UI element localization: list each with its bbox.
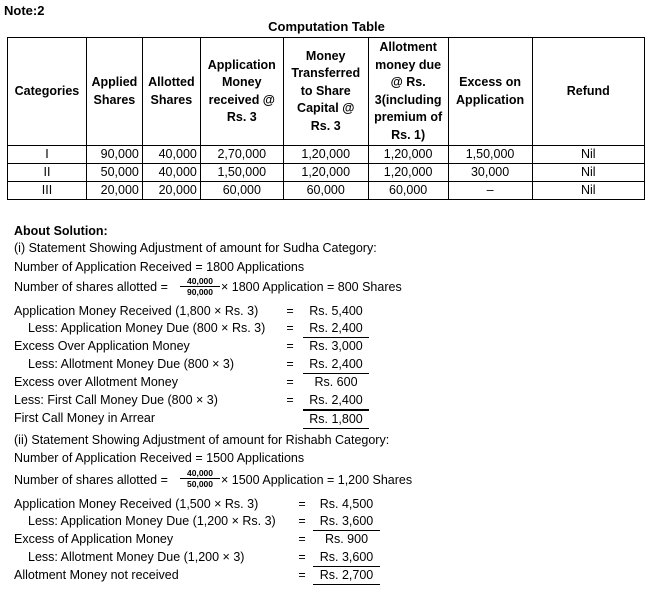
computation-table: [7, 37, 645, 200]
sudha-row-amount: Rs. 2,400: [303, 392, 369, 410]
table-cell: 90,000: [86, 146, 142, 164]
sudha-row-amount: Rs. 600: [314, 375, 358, 389]
note-label: Note:2: [4, 3, 45, 18]
table-cell: 40,000: [142, 164, 200, 182]
rishabh-applications: Number of Application Received = 1500 Applications: [14, 451, 305, 465]
table-cell: –: [448, 182, 532, 200]
table-cell: Nil: [532, 164, 644, 182]
rishabh-row-amount: Rs. 2,700: [313, 567, 380, 585]
header-categories: Categories: [8, 38, 87, 146]
table-title: Computation Table: [268, 19, 385, 34]
table-cell: Nil: [532, 146, 644, 164]
sudha-allot-prefix: Number of shares allotted =: [14, 280, 168, 294]
header-excess: Excess on Application: [448, 38, 532, 146]
table-row: [8, 182, 645, 200]
rishabh-row-amount: Rs. 4,500: [319, 497, 374, 511]
table-cell: 2,70,000: [200, 146, 283, 164]
table-cell: 50,000: [86, 164, 142, 182]
table-cell: Nil: [532, 182, 644, 200]
rishabh-row-label: Allotment Money not received: [14, 568, 179, 582]
sudha-row-eq: =: [286, 357, 294, 371]
table-cell: 30,000: [448, 164, 532, 182]
rishabh-row-label: Application Money Received (1,500 × Rs. 3): [14, 497, 259, 511]
table-cell: 20,000: [142, 182, 200, 200]
rishabh-allot-suffix: × 1500 Application = 1,200 Shares: [221, 473, 413, 487]
table-cell: II: [8, 164, 87, 182]
sudha-title: (i) Statement Showing Adjustment of amount for Sudha Category:: [14, 241, 377, 255]
table-cell: 1,20,000: [368, 146, 448, 164]
table-row: [8, 146, 645, 164]
sudha-row-amount: Rs. 3,000: [309, 339, 363, 353]
header-applied-shares: Applied Shares: [86, 38, 142, 146]
rishabh-row-label: Less: Application Money Due (1,200 × Rs. 3): [28, 514, 276, 528]
table-cell: 1,50,000: [200, 164, 283, 182]
table-cell: I: [8, 146, 87, 164]
rishabh-row-amount: Rs. 900: [324, 532, 369, 546]
rishabh-row-eq: =: [298, 532, 306, 546]
rishabh-title: (ii) Statement Showing Adjustment of amount for Rishabh Category:: [14, 433, 390, 447]
sudha-row-label: First Call Money in Arrear: [14, 411, 156, 425]
sudha-row-label: Less: First Call Money Due (800 × 3): [14, 393, 218, 407]
header-refund: Refund: [532, 38, 644, 146]
rishabh-row-eq: =: [298, 550, 306, 564]
rishabh-allot-prefix: Number of shares allotted =: [14, 473, 168, 487]
table-header-row: [8, 38, 645, 146]
sudha-row-label: Application Money Received (1,800 × Rs. 3): [14, 304, 259, 318]
sudha-row-eq: =: [286, 321, 294, 335]
rishabh-row-eq: =: [298, 568, 306, 582]
table-row: [8, 164, 645, 182]
sudha-row-label: Excess Over Application Money: [14, 339, 190, 353]
rishabh-row-label: Less: Allotment Money Due (1,200 × 3): [28, 550, 245, 564]
sudha-row-amount: Rs. 1,800: [303, 410, 369, 429]
sudha-row-eq: =: [286, 304, 294, 318]
header-money-transferred: Money Transferred to Share Capital @ Rs. 3: [283, 38, 368, 146]
sudha-row-eq: =: [286, 375, 294, 389]
solution-heading: About Solution:: [14, 224, 108, 238]
rishabh-row-amount: Rs. 3,600: [313, 549, 380, 567]
sudha-fraction-den: 90,000: [180, 286, 220, 297]
sudha-row-label: Less: Application Money Due (800 × Rs. 3): [28, 321, 266, 335]
table-cell: 60,000: [283, 182, 368, 200]
table-cell: III: [8, 182, 87, 200]
rishabh-row-amount: Rs. 3,600: [313, 513, 380, 531]
table-cell: 1,20,000: [368, 164, 448, 182]
table-cell: 20,000: [86, 182, 142, 200]
header-allotment-due: Allotment money due @ Rs. 3(including premium of Rs. 1): [368, 38, 448, 146]
sudha-row-label: Excess over Allotment Money: [14, 375, 178, 389]
header-application-money: Application Money received @ Rs. 3: [200, 38, 283, 146]
rishabh-fraction-num: 40,000: [187, 468, 213, 478]
rishabh-fraction: [180, 468, 220, 489]
table-cell: 40,000: [142, 146, 200, 164]
table-cell: 60,000: [368, 182, 448, 200]
table-cell: 60,000: [200, 182, 283, 200]
header-allotted-shares: Allotted Shares: [142, 38, 200, 146]
sudha-row-amount: Rs. 2,400: [303, 320, 369, 338]
sudha-row-amount: Rs. 2,400: [303, 356, 369, 374]
table-cell: 1,20,000: [283, 164, 368, 182]
rishabh-fraction-den: 50,000: [180, 478, 220, 489]
sudha-row-eq: =: [286, 393, 294, 407]
sudha-fraction: [180, 276, 220, 297]
sudha-row-eq: =: [286, 339, 294, 353]
rishabh-row-eq: =: [298, 497, 306, 511]
rishabh-row-eq: =: [298, 514, 306, 528]
sudha-allot-suffix: × 1800 Application = 800 Shares: [221, 280, 402, 294]
rishabh-row-label: Excess of Application Money: [14, 532, 174, 546]
table-cell: 1,50,000: [448, 146, 532, 164]
sudha-row-amount: Rs. 5,400: [309, 304, 363, 318]
table-cell: 1,20,000: [283, 146, 368, 164]
sudha-fraction-num: 40,000: [187, 276, 213, 286]
sudha-applications: Number of Application Received = 1800 Applications: [14, 260, 305, 274]
sudha-row-label: Less: Allotment Money Due (800 × 3): [28, 357, 235, 371]
